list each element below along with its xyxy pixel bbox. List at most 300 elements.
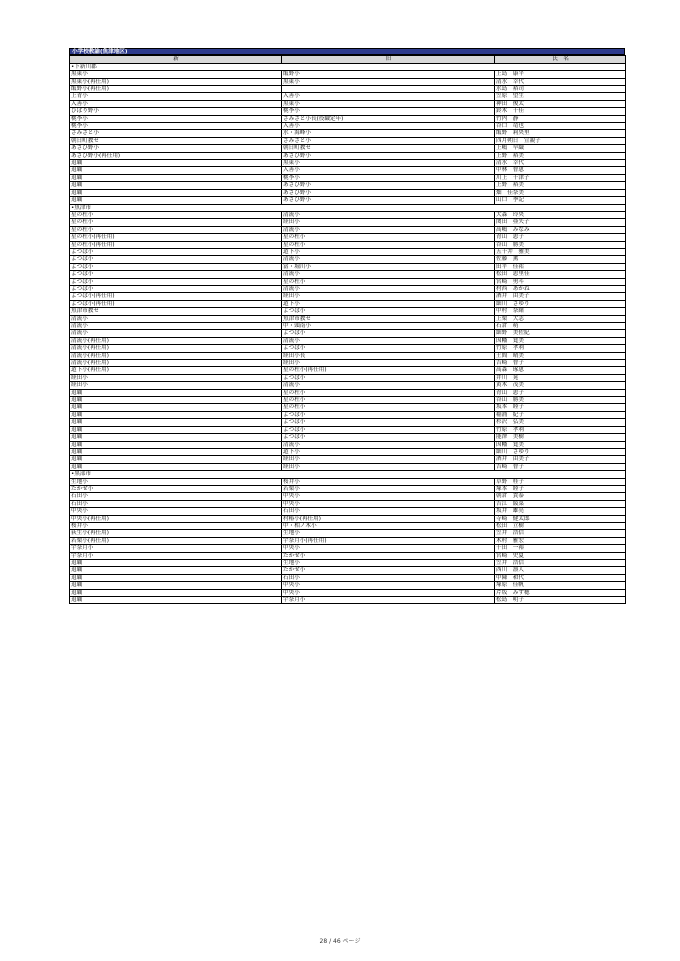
cell-old: 黒東小 [282,160,495,167]
cell-new: 退職 [70,389,282,396]
cell-new: 清流小 [70,330,282,337]
cell-new: 退職 [70,419,282,426]
cell-new: 星の杜小 [70,219,282,226]
cell-old: 清流小 [282,256,495,263]
cell-name: 松島 明子 [495,597,626,604]
cell-old: あさひ野小 [282,197,495,204]
cell-name: 四月朔日 宣親子 [495,137,626,144]
cell-new: 朝日町教セ [70,137,282,144]
table-row [70,360,626,367]
table-row [70,485,626,492]
table-row [70,78,626,85]
cell-old: 中・相ノ木小 [282,522,495,529]
personnel-sheet [69,48,625,604]
table-row [70,574,626,581]
table-body [70,63,626,604]
cell-new: よつば小(再任用) [70,293,282,300]
cell-name: 千田 一裕 [495,545,626,552]
cell-new: 清流小 [70,323,282,330]
table-row [70,419,626,426]
cell-new: 星の杜小(再任用) [70,241,282,248]
cell-name: 水島 裕司 [495,86,626,93]
table-row [70,530,626,537]
table-row [70,515,626,522]
table-row [70,123,626,130]
cell-old: 星の杜小 [282,397,495,404]
table-row [70,315,626,322]
cell-old: 清流小 [282,271,495,278]
cell-name: 高森 琢恵 [495,367,626,374]
cell-new: 退職 [70,189,282,196]
cell-old: 若栗小 [282,485,495,492]
cell-name: 吉江 綾菜 [495,500,626,507]
cell-new: 魚津市教セ [70,308,282,315]
table-row [70,152,626,159]
cell-new: 退職 [70,560,282,567]
cell-name: 神田 俊太 [495,100,626,107]
cell-new: 道下小(再任用) [70,367,282,374]
cell-old: よつば小 [282,419,495,426]
cell-old: 入善小 [282,93,495,100]
cell-new: 経田小 [70,374,282,381]
cell-old: あさひ野小 [282,152,495,159]
cell-new: 退職 [70,441,282,448]
cell-name: 因幡 寛美 [495,441,626,448]
cell-name: 中林 智恵 [495,167,626,174]
table-row [70,389,626,396]
cell-name: 谷口 竜也 [495,123,626,130]
section-row [70,204,626,211]
cell-new: 黒東小 [70,71,282,78]
cell-old: 黒東小 [282,78,495,85]
cell-name: 五十井 雅美 [495,248,626,255]
cell-new: 退職 [70,582,282,589]
header-row [70,56,626,63]
cell-name: 木村 雅宏 [495,537,626,544]
table-row [70,182,626,189]
cell-name: 笠原 望生 [495,93,626,100]
table-row [70,93,626,100]
cell-new: 退職 [70,167,282,174]
personnel-table [69,55,626,604]
cell-new: •黒部市 [70,471,282,478]
cell-new: 宇奈月小 [70,552,282,559]
table-row [70,478,626,485]
cell-old: 経田小長 [282,352,495,359]
cell-new: 清流小(再任用) [70,345,282,352]
cell-name: 関田 亜矢子 [495,219,626,226]
header-old: 旧 [282,56,495,63]
cell-new: 清流小 [70,315,282,322]
cell-name: 佐藤 薫 [495,256,626,263]
cell-name [495,471,626,478]
table-row [70,300,626,307]
table-row [70,345,626,352]
cell-new: 退職 [70,197,282,204]
table-row [70,263,626,270]
table-row [70,537,626,544]
cell-new: 退職 [70,434,282,441]
cell-name: 畑 佳奈美 [495,189,626,196]
cell-new: 石田小 [70,500,282,507]
cell-old: 宇奈月小(再任用) [282,537,495,544]
cell-new: 入善小 [70,100,282,107]
cell-name: 西川 凛人 [495,567,626,574]
cell-name: 高嶋 みなみ [495,226,626,233]
cell-old: 星の杜小 [282,278,495,285]
cell-old: 入善小 [282,123,495,130]
table-row [70,174,626,181]
cell-name: 井川 晃 [495,374,626,381]
section-row [70,471,626,478]
cell-new: 生地小 [70,478,282,485]
cell-name: 飯野 莉央里 [495,130,626,137]
cell-old [282,204,495,211]
table-row [70,500,626,507]
table-row [70,323,626,330]
cell-name: 松田 立樹 [495,522,626,529]
cell-old: よつば小 [282,345,495,352]
table-row [70,434,626,441]
cell-name: 竹内 静 [495,115,626,122]
cell-old: さみさと小長(役職定年) [282,115,495,122]
cell-name: 土間 晴美 [495,352,626,359]
cell-name: 谷山 勝美 [495,397,626,404]
cell-old: 中央小 [282,582,495,589]
table-row [70,545,626,552]
cell-name: 上嶋 早織 [495,145,626,152]
cell-name: 清水 幸代 [495,160,626,167]
cell-name: 笠井 浩信 [495,560,626,567]
cell-old: 清流小 [282,226,495,233]
cell-name: 細川 さゆり [495,300,626,307]
cell-name: 芹坂 みず穂 [495,589,626,596]
cell-old: 経田小 [282,360,495,367]
table-row [70,508,626,515]
table-row [70,271,626,278]
cell-old: 星の杜小 [282,241,495,248]
table-row [70,226,626,233]
cell-name: 竹原 孝利 [495,426,626,433]
cell-old: 中央小 [282,500,495,507]
table-row [70,426,626,433]
table-row [70,330,626,337]
cell-old: たかせ小 [282,552,495,559]
cell-new: ひばり野小 [70,108,282,115]
cell-new: •下新川郡 [70,63,282,70]
table-row [70,241,626,248]
cell-old: たかせ小 [282,567,495,574]
table-row [70,293,626,300]
cell-old [282,86,495,93]
table-row [70,248,626,255]
table-row [70,589,626,596]
table-row [70,145,626,152]
cell-old: 飯野小 [282,71,495,78]
cell-old: 生地小 [282,560,495,567]
cell-new: 退職 [70,397,282,404]
cell-name: 川上 千津子 [495,174,626,181]
cell-new: 石田小 [70,493,282,500]
table-row [70,219,626,226]
cell-new: 桃李小 [70,123,282,130]
cell-old: 清流小 [282,211,495,218]
cell-old: よつば小 [282,411,495,418]
table-row [70,382,626,389]
cell-name: 因幡 寛美 [495,337,626,344]
cell-new: 退職 [70,182,282,189]
cell-old: 魚津市教セ [282,315,495,322]
cell-old: 水・海峰小 [282,130,495,137]
cell-old: 入善小 [282,167,495,174]
cell-name [495,204,626,211]
cell-new: 若栗小(再任用) [70,537,282,544]
cell-old: 星の杜小(再任用) [282,367,495,374]
table-row [70,597,626,604]
cell-new: 退職 [70,456,282,463]
cell-old: 道下小 [282,448,495,455]
cell-new: よつば小(再任用) [70,300,282,307]
cell-old: 宇奈月小 [282,597,495,604]
cell-old: 朝日町教セ [282,145,495,152]
cell-name: 寺崎 健太郎 [495,515,626,522]
cell-old: あさひ野小 [282,189,495,196]
table-row [70,100,626,107]
cell-new: 星の杜小 [70,211,282,218]
cell-new: 中央小(再任用) [70,515,282,522]
cell-new: 退職 [70,574,282,581]
cell-old: 黒東小 [282,100,495,107]
header-name: 氏 名 [495,56,626,63]
cell-old: さみさと小 [282,137,495,144]
cell-name: 草野 桂子 [495,478,626,485]
cell-new: たかせ小 [70,485,282,492]
cell-new: •魚津市 [70,204,282,211]
cell-new: 退職 [70,463,282,470]
cell-new: 星の杜小(再任用) [70,234,282,241]
cell-new: 桜井小 [70,522,282,529]
cell-new: 退職 [70,404,282,411]
table-row [70,256,626,263]
cell-name: 坂井 雄亮 [495,508,626,515]
cell-new: 経田小 [70,382,282,389]
cell-name: 宮崎 史夏 [495,552,626,559]
cell-name: 能澤 美樹 [495,434,626,441]
cell-name: 坂本 睦子 [495,404,626,411]
cell-old: 道下小 [282,300,495,307]
table-row [70,167,626,174]
cell-new: 退職 [70,174,282,181]
cell-old: 星の杜小 [282,389,495,396]
section-row [70,63,626,70]
cell-new: 退職 [70,589,282,596]
cell-name: 酒井 由美子 [495,293,626,300]
cell-name: 大森 玲央 [495,211,626,218]
cell-old: 清流小 [282,382,495,389]
cell-new: よつば小 [70,271,282,278]
table-row [70,234,626,241]
table-row [70,278,626,285]
cell-old: よつば小 [282,434,495,441]
table-row [70,71,626,78]
table-row [70,352,626,359]
cell-new: 宇奈月小 [70,545,282,552]
cell-name: 清水 幸代 [495,78,626,85]
cell-new: あさひ野小(再任用) [70,152,282,159]
table-row [70,137,626,144]
cell-old: 経田小 [282,463,495,470]
cell-name: 上野 裕美 [495,182,626,189]
cell-new: 黒東小(再任用) [70,78,282,85]
cell-old: 石田小 [282,574,495,581]
table-row [70,86,626,93]
cell-new: 清流小(再任用) [70,360,282,367]
cell-old: 石田小 [282,508,495,515]
page-number: 28 / 46 ページ [319,938,361,945]
cell-name: 上島 康平 [495,71,626,78]
table-row [70,441,626,448]
cell-old: 経田小 [282,219,495,226]
cell-new: よつば小 [70,256,282,263]
cell-old: 富・堀川小 [282,263,495,270]
cell-name: 吉崎 智子 [495,360,626,367]
cell-old: よつば小 [282,308,495,315]
cell-old: 中・頭南小 [282,323,495,330]
table-row [70,411,626,418]
cell-old: 生地小 [282,530,495,537]
cell-old: 清流小 [282,441,495,448]
cell-old: 桃李小 [282,108,495,115]
cell-name: 朝倉 貴泰 [495,493,626,500]
cell-new: よつば小 [70,248,282,255]
cell-old [282,471,495,478]
cell-name [495,63,626,70]
cell-new: 退職 [70,567,282,574]
cell-old: 経田小 [282,456,495,463]
sheet-title: 小学校教諭(魚津地区) [69,48,625,55]
cell-old: 道下小 [282,248,495,255]
cell-old: 中央小 [282,493,495,500]
table-row [70,285,626,292]
cell-old: 清流小 [282,285,495,292]
table-row [70,567,626,574]
cell-new: 退職 [70,448,282,455]
cell-name: 稲浦 紀子 [495,411,626,418]
table-row [70,211,626,218]
cell-new: 上青小 [70,93,282,100]
cell-old: あさひ野小 [282,182,495,189]
cell-name: 宮崎 勇斗 [495,278,626,285]
cell-name: 鈴木 千佳 [495,108,626,115]
cell-name: 青山 恵子 [495,234,626,241]
cell-old: 中央小 [282,545,495,552]
cell-new: 星の杜小 [70,226,282,233]
cell-old: 経田小 [282,293,495,300]
table-row [70,404,626,411]
cell-old [282,63,495,70]
cell-new: よつば小 [70,278,282,285]
cell-name: 中村 奈緒 [495,308,626,315]
table-row [70,337,626,344]
cell-name: 上栗 大志 [495,315,626,322]
table-row [70,456,626,463]
cell-new: 退職 [70,426,282,433]
header-new: 新 [70,56,282,63]
cell-name: 石倉 萌 [495,323,626,330]
table-row [70,463,626,470]
table-row [70,197,626,204]
table-row [70,448,626,455]
cell-new: 退職 [70,597,282,604]
table-row [70,367,626,374]
table-row [70,397,626,404]
cell-old: よつば小 [282,426,495,433]
cell-name: 塚本 睦子 [495,485,626,492]
table-row [70,189,626,196]
cell-new: 桃李小 [70,115,282,122]
table-row [70,115,626,122]
cell-name: 田平 佳祐 [495,263,626,270]
cell-name: 竹原 孝利 [495,345,626,352]
table-row [70,108,626,115]
cell-name: 青山 恵子 [495,389,626,396]
cell-name: 上野 裕美 [495,152,626,159]
cell-name: 笠井 浩信 [495,530,626,537]
cell-new: あさひ野小 [70,145,282,152]
table-row [70,552,626,559]
cell-name: 細野 美佐紀 [495,330,626,337]
cell-old: 中央小 [282,589,495,596]
table-row [70,160,626,167]
cell-old: よつば小 [282,374,495,381]
cell-name: 細川 さゆり [495,448,626,455]
cell-new: よつば小 [70,285,282,292]
table-row [70,130,626,137]
cell-name: 松田 恵里佳 [495,271,626,278]
cell-name: 中陳 和代 [495,574,626,581]
cell-new: よつば小 [70,263,282,270]
table-row [70,560,626,567]
cell-new: 清流小(再任用) [70,337,282,344]
cell-new: さみさと小 [70,130,282,137]
cell-new: 荻生小(再任用) [70,530,282,537]
cell-old: 星の杜小 [282,404,495,411]
cell-name: 山口 季記 [495,197,626,204]
cell-name: 吉崎 智子 [495,463,626,470]
cell-old: よつば小 [282,330,495,337]
cell-old: 桜井小 [282,478,495,485]
cell-new: 退職 [70,411,282,418]
cell-name: 塚原 佳帆 [495,582,626,589]
cell-new: 飯野小(再任用) [70,86,282,93]
table-row [70,522,626,529]
table-row [70,374,626,381]
table-row [70,493,626,500]
table-row [70,308,626,315]
cell-name: 酒井 由美子 [495,456,626,463]
cell-new: 退職 [70,160,282,167]
table-row [70,582,626,589]
cell-name: 黄木 茂美 [495,382,626,389]
cell-name: 杉沢 弘美 [495,419,626,426]
cell-old: 清流小 [282,337,495,344]
cell-new: 中央小 [70,508,282,515]
cell-old: 桃李小 [282,174,495,181]
cell-name: 村西 あかね [495,285,626,292]
cell-old: 村椿小(再任用) [282,515,495,522]
cell-old: 星の杜小 [282,234,495,241]
cell-name: 谷山 勝美 [495,241,626,248]
